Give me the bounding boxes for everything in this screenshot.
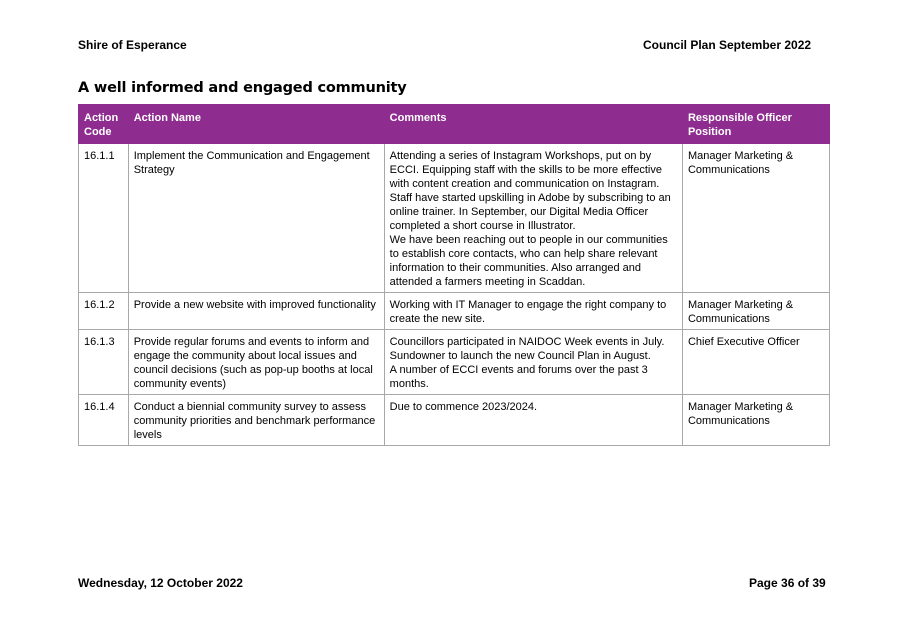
comment-paragraph: Sundowner to launch the new Council Plan in August. bbox=[389, 350, 651, 362]
section-title: A well informed and engaged community bbox=[78, 80, 407, 96]
action-code-cell: 16.1.3 bbox=[79, 330, 129, 395]
table-row bbox=[79, 395, 830, 446]
footer-date: Wednesday, 12 October 2022 bbox=[78, 576, 243, 590]
table-row bbox=[79, 330, 830, 395]
comments-cell bbox=[384, 395, 682, 446]
responsible-officer-cell: Manager Marketing & Communications bbox=[682, 293, 829, 330]
responsible-officer-cell: Chief Executive Officer bbox=[682, 330, 829, 395]
table-row bbox=[79, 293, 830, 330]
column-header-responsible-officer: Responsible Officer Position bbox=[682, 105, 829, 144]
responsible-officer-cell: Manager Marketing & Communications bbox=[682, 144, 829, 293]
column-header-action-name: Action Name bbox=[128, 105, 384, 144]
document-plan-title: Council Plan September 2022 bbox=[643, 38, 812, 52]
comment-paragraph: Working with IT Manager to engage the right company to create the new site. bbox=[389, 299, 667, 325]
document-org-name: Shire of Esperance bbox=[78, 38, 187, 52]
column-header-comments: Comments bbox=[384, 105, 682, 144]
page-number: Page 36 of 39 bbox=[749, 576, 826, 590]
action-name-cell: Implement the Communication and Engagement Strategy bbox=[128, 144, 384, 293]
action-name-cell: Provide regular forums and events to inform and engage the community about local issues and council decisions (such as pop-up booths at local community events) bbox=[128, 330, 384, 395]
comment-paragraph: We have been reaching out to people in our communities to establish core contacts, who can help share relevant information to their communities. Also arranged and attended a farmers meeting in Scaddan. bbox=[389, 234, 668, 288]
comment-paragraph: Attending a series of Instagram Workshops, put on by ECCI. Equipping staff with the skills to be more effective with content creation and communication on Instagram. Staff have started upskilling in Adobe by subscribing to an online trainer. In September, our Digital Media Officer completed a short course in Illustrator. bbox=[389, 150, 671, 232]
action-code-cell: 16.1.1 bbox=[79, 144, 129, 293]
responsible-officer-cell: Manager Marketing & Communications bbox=[682, 395, 829, 446]
table-header-row bbox=[79, 105, 830, 144]
comment-paragraph: Councillors participated in NAIDOC Week events in July. bbox=[389, 336, 665, 348]
comment-paragraph: Due to commence 2023/2024. bbox=[389, 401, 538, 413]
comments-cell bbox=[384, 293, 682, 330]
action-code-cell: 16.1.2 bbox=[79, 293, 129, 330]
action-code-cell: 16.1.4 bbox=[79, 395, 129, 446]
action-name-cell: Conduct a biennial community survey to assess community priorities and benchmark performance levels bbox=[128, 395, 384, 446]
actions-table bbox=[78, 104, 830, 446]
comment-paragraph: A number of ECCI events and forums over the past 3 months. bbox=[389, 364, 648, 390]
comments-cell bbox=[384, 330, 682, 395]
column-header-action-code: Action Code bbox=[79, 105, 129, 144]
comments-cell bbox=[384, 144, 682, 293]
table-row bbox=[79, 144, 830, 293]
action-name-cell: Provide a new website with improved functionality bbox=[128, 293, 384, 330]
